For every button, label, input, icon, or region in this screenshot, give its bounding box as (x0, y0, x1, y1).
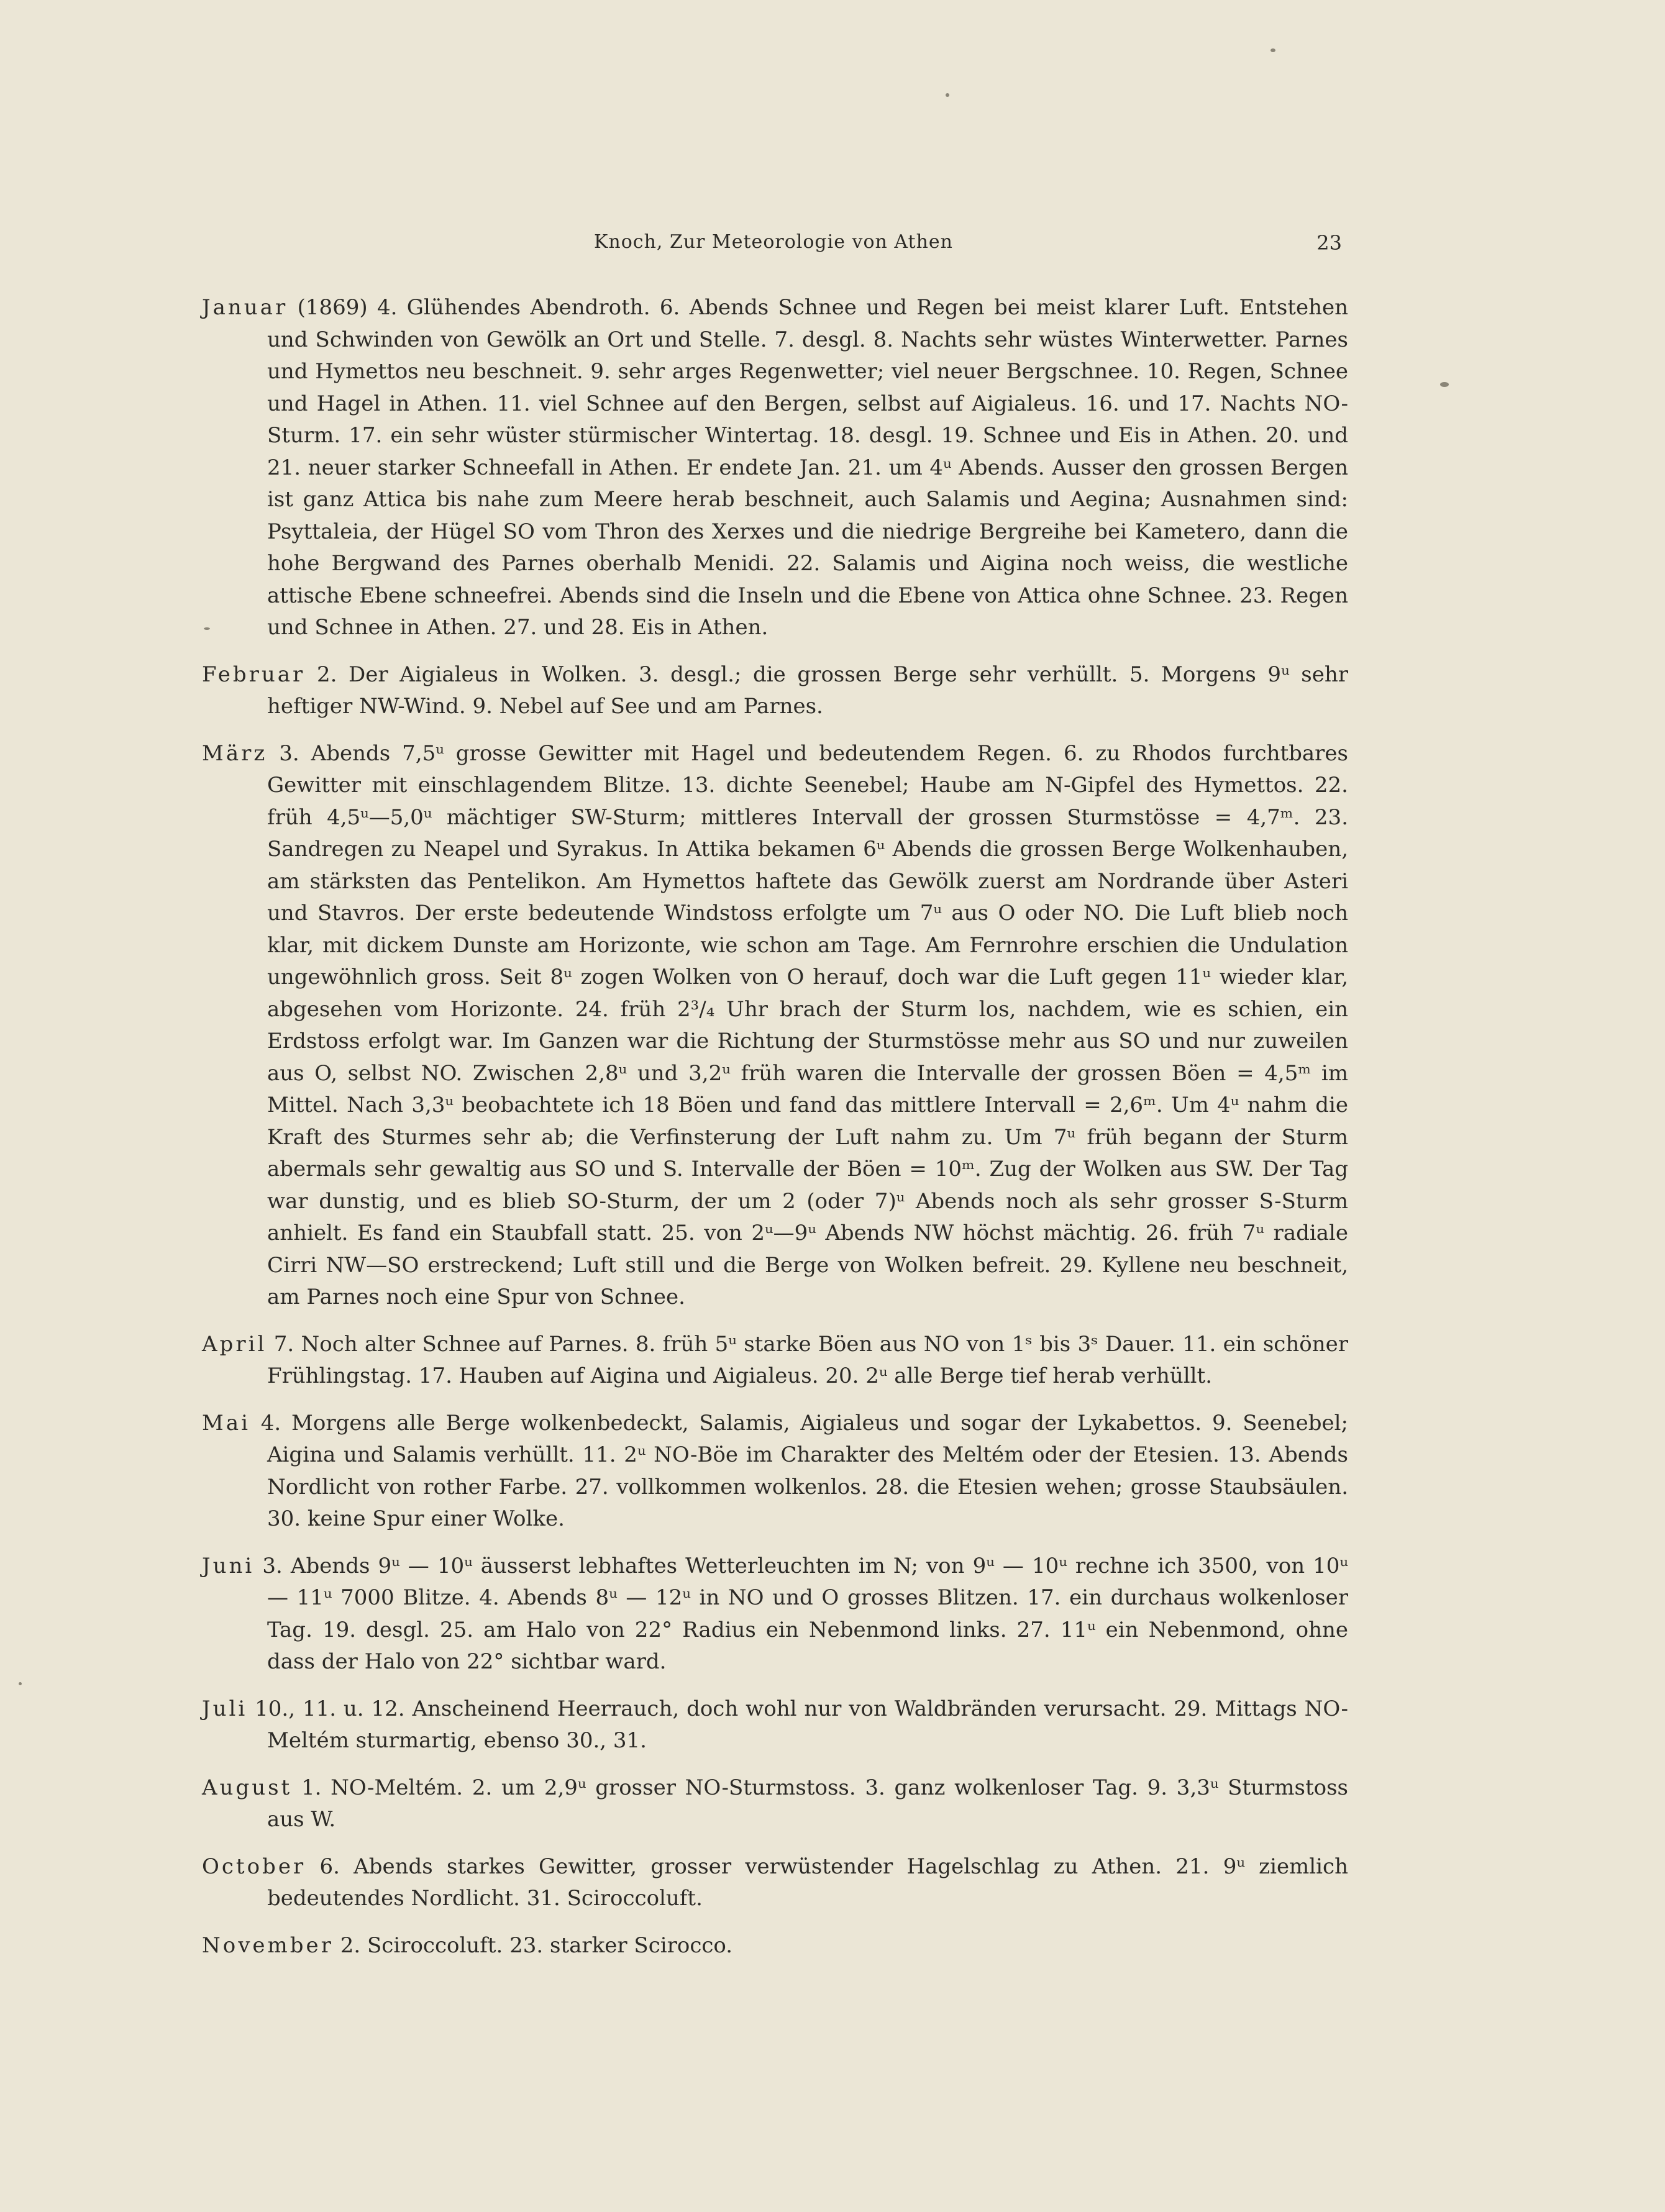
running-title: Knoch, Zur Meteorologie von Athen (594, 231, 953, 253)
month-label: Juni (202, 1553, 255, 1578)
entry-text: 2. Sciroccoluft. 23. starker Scirocco. (340, 1932, 733, 1958)
entry-juni (202, 1550, 1348, 1678)
entry-text: 7. Noch alter Schnee auf Parnes. 8. früh 5ᵘ starke Böen aus NO von 1ˢ bis 3ˢ Dauer. 11. ein schöner Frühlingstag. 17. Hauben auf Aigina und Aigialeus. 20. 2ᵘ alle Berge tief herab verhüllt. (267, 1331, 1348, 1388)
entry-text: 3. Abends 7,5ᵘ grosse Gewitter mit Hagel und bedeutendem Regen. 6. zu Rhodos furchtbares Gewitter mit einschlagendem Blitze. 13. dichte Seenebel; Haube am N-Gipfel des Hymettos. 22. früh 4,5ᵘ—5,0ᵘ mächtiger SW-Sturm; mittleres Intervall der grossen Sturmstösse = 4,7ᵐ. 23. Sandregen zu Neapel und Syrakus. In Attika bekamen 6ᵘ Abends die grossen Berge Wolkenhauben, am stärksten das Pentelikon. Am Hymettos haftete das Gewölk zuerst am Nordrande über Asteri und Stavros. Der erste bedeutende Windstoss erfolgte um 7ᵘ aus O oder NO. Die Luft blieb noch klar, mit dickem Dunste am Horizonte, wie schon am Tage. Am Fernrohre erschien die Undulation ungewöhnlich gross. Seit 8ᵘ zogen Wolken von O herauf, doch war die Luft gegen 11ᵘ wieder klar, abgesehen vom Horizonte. 24. früh 2³/₄ Uhr brach der Sturm los, nachdem, wie es schien, ein Erdstoss erfolgt war. Im Ganzen war die Richtung der Sturmstösse mehr aus SO und nur zuweilen aus O, selbst NO. Zwischen 2,8ᵘ und 3,2ᵘ früh waren die Intervalle der grossen Böen = 4,5ᵐ im Mittel. Nach 3,3ᵘ beobachtete ich 18 Böen und fand das mittlere Intervall = 2,6ᵐ. Um 4ᵘ nahm die Kraft des Sturmes sehr ab; die Verfinsterung der Luft nahm zu. Um 7ᵘ früh begann der Sturm abermals sehr gewaltig aus SO und S. Intervalle der Böen = 10ᵐ. Zug der Wolken aus SW. Der Tag war dunstig, und es blieb SO-Sturm, der um 2 (oder 7)ᵘ Abends noch als sehr grosser S-Sturm anhielt. Es fand ein Staubfall statt. 25. von 2ᵘ—9ᵘ Abends NW höchst mächtig. 26. früh 7ᵘ radiale Cirri NW—SO erstreckend; Luft still und die Berge von Wolken befreit. 29. Kyllene neu beschneit, am Parnes noch eine Spur von Schnee. (267, 740, 1348, 1309)
entry-februar (202, 659, 1348, 723)
entry-text: 3. Abends 9ᵘ — 10ᵘ äusserst lebhaftes Wetterleuchten im N; von 9ᵘ — 10ᵘ rechne ich 3500, von 10ᵘ — 11ᵘ 7000 Blitze. 4. Abends 8ᵘ — 12ᵘ in NO und O grosses Blitzen. 17. ein durchaus wolkenloser Tag. 19. desgl. 25. am Halo von 22° Radius ein Nebenmond links. 27. 11ᵘ ein Nebenmond, ohne dass der Halo von 22° sichtbar ward. (262, 1553, 1348, 1674)
month-label: August (202, 1775, 293, 1800)
paper-speck (946, 93, 949, 97)
month-label: Mai (202, 1410, 250, 1436)
entry-maerz (202, 738, 1348, 1314)
entry-november (202, 1930, 1348, 1962)
month-label: November (202, 1932, 334, 1958)
entry-text: 2. Der Aigialeus in Wolken. 3. desgl.; die grossen Berge sehr verhüllt. 5. Morgens 9ᵘ sehr heftiger NW-Wind. 9. Nebel auf See und am Parnes. (267, 662, 1348, 719)
month-label: April (202, 1331, 267, 1357)
entry-october (202, 1851, 1348, 1915)
entry-april (202, 1329, 1348, 1393)
entry-text: 4. Morgens alle Berge wolkenbedeckt, Salamis, Aigialeus und sogar der Lykabettos. 9. Seenebel; Aigina und Salamis verhüllt. 11. 2ᵘ NO-Böe im Charakter des Meltém oder der Etesien. 13. Abends Nordlicht von rother Farbe. 27. vollkommen wolkenlos. 28. die Etesien wehen; grosse Staubsäulen. 30. keine Spur einer Wolke. (260, 1410, 1349, 1531)
entry-text: 6. Abends starkes Gewitter, grosser verwüstender Hagelschlag zu Athen. 21. 9ᵘ ziemlich bedeutendes Nordlicht. 31. Sciroccoluft. (267, 1854, 1348, 1911)
entry-text: 10., 11. u. 12. Anscheinend Heerrauch, doch wohl nur von Waldbränden verursacht. 29. Mittags NO-Meltém sturmartig, ebenso 30., 31. (255, 1696, 1348, 1753)
month-label: Februar (202, 662, 306, 687)
running-head (205, 231, 1342, 262)
entry-januar (202, 292, 1348, 644)
entry-august (202, 1772, 1348, 1836)
paper-speck (19, 1682, 22, 1685)
month-label: Januar (202, 295, 288, 320)
paper-speck (204, 627, 210, 630)
entry-mai (202, 1408, 1348, 1536)
page-number: 23 (1316, 231, 1342, 255)
month-label: März (202, 740, 268, 766)
month-label: October (202, 1854, 306, 1879)
paper-speck (1270, 48, 1275, 52)
month-label: Juli (202, 1696, 248, 1721)
entry-text: (1869) 4. Glühendes Abendroth. 6. Abends Schnee und Regen bei meist klarer Luft. Entstehen und Schwinden von Gewölk an Ort und Stelle. 7. desgl. 8. Nachts sehr wüstes Winterwetter. Parnes und Hymettos neu beschneit. 9. sehr arges Regenwetter; viel neuer Bergschnee. 10. Regen, Schnee und Hagel in Athen. 11. viel Schnee auf den Bergen, selbst auf Aigialeus. 16. und 17. Nachts NO-Sturm. 17. ein sehr wüster stürmischer Wintertag. 18. desgl. 19. Schnee und Eis in Athen. 20. und 21. neuer starker Schneefall in Athen. Er endete Jan. 21. um 4ᵘ Abends. Ausser den grossen Bergen ist ganz Attica bis nahe zum Meere herab beschneit, auch Salamis und Aegina; Ausnahmen sind: Psyttaleia, der Hügel SO vom Thron des Xerxes und die niedrige Bergreihe bei Kametero, dann die hohe Bergwand des Parnes oberhalb Menidi. 22. Salamis und Aigina noch weiss, die westliche attische Ebene schneefrei. Abends sind die Inseln und die Ebene von Attica ohne Schnee. 23. Regen und Schnee in Athen. 27. und 28. Eis in Athen. (267, 295, 1348, 640)
month-entries (202, 292, 1348, 1977)
paper-speck (1440, 382, 1449, 387)
entry-text: 1. NO-Meltém. 2. um 2,9ᵘ grosser NO-Sturmstoss. 3. ganz wolkenloser Tag. 9. 3,3ᵘ Sturmstoss aus W. (267, 1775, 1348, 1832)
entry-juli (202, 1693, 1348, 1757)
